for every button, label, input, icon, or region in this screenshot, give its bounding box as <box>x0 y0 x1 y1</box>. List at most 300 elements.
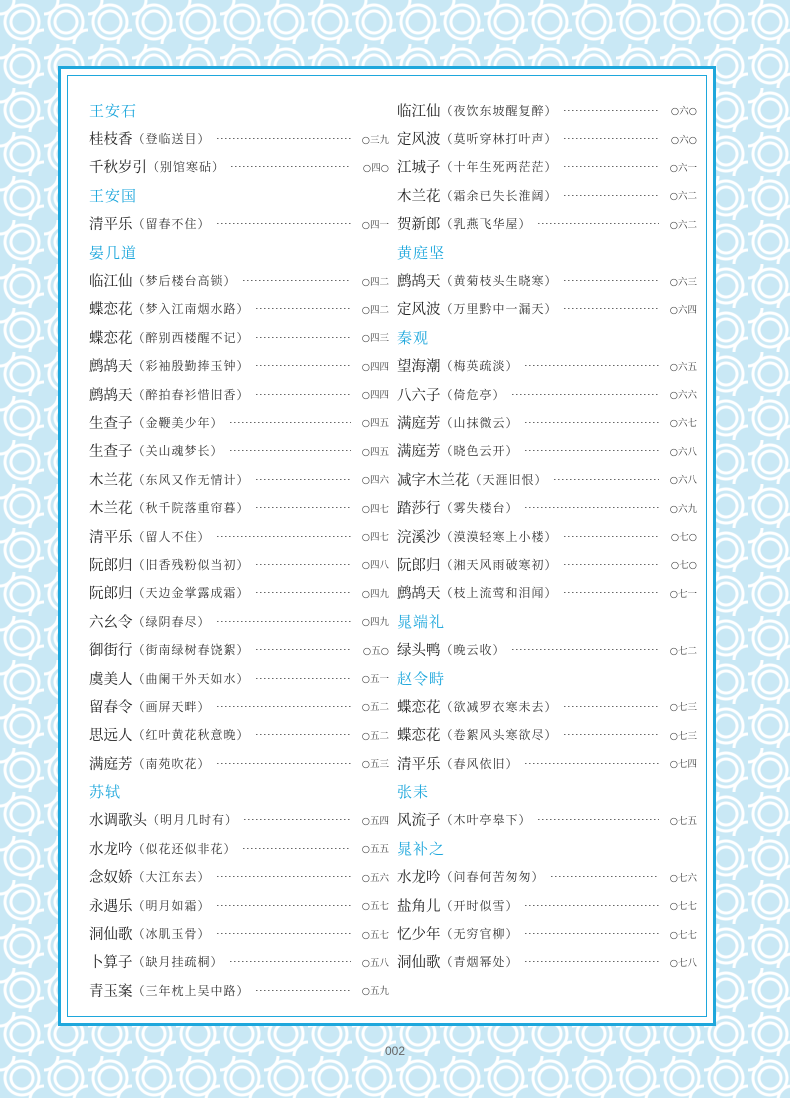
toc-entry[interactable] <box>397 124 697 152</box>
tune-title: 阮郎归 <box>89 557 133 574</box>
first-line: 画屏天畔 <box>145 699 198 714</box>
first-line: 彩袖殷勤捧玉钟 <box>145 359 237 374</box>
entry-page-number: ○七○ <box>670 560 697 572</box>
tune-title: 临江仙 <box>397 103 441 120</box>
entry-page-number: ○七二 <box>669 645 697 657</box>
paren-open: （ <box>132 927 146 942</box>
entry-page-number: ○六一 <box>669 162 697 174</box>
entry-page-number: ○六三 <box>669 276 697 288</box>
tune-title: 踏莎行 <box>397 501 441 518</box>
paren-close: ） <box>197 529 211 544</box>
dot-leader <box>564 592 659 593</box>
first-line: 醉拍春衫惜旧香 <box>145 387 237 402</box>
tune-title: 清平乐 <box>89 529 133 546</box>
paren-open: （ <box>132 728 146 743</box>
toc-entry[interactable] <box>397 295 697 323</box>
toc-entry[interactable] <box>89 266 389 294</box>
dot-leader <box>538 223 659 224</box>
paren-close: ） <box>212 160 226 175</box>
dot-leader <box>551 876 659 877</box>
toc-entry[interactable] <box>397 437 697 465</box>
toc-entry[interactable] <box>89 153 389 181</box>
first-line: 东风又作无情计 <box>145 472 237 487</box>
dot-leader <box>217 536 351 537</box>
first-line: 春风依旧 <box>453 756 506 771</box>
paren-open: （ <box>132 756 146 771</box>
first-line: 万里黔中一漏天 <box>453 302 545 317</box>
paren-close: ） <box>236 501 250 516</box>
paren-open: （ <box>440 359 454 374</box>
dot-leader <box>564 536 659 537</box>
dot-leader <box>525 933 659 934</box>
toc-entry[interactable] <box>89 721 389 749</box>
paren-open: （ <box>440 586 454 601</box>
dot-leader <box>512 394 659 395</box>
paren-close: ） <box>544 586 558 601</box>
paren-open: （ <box>132 274 146 289</box>
paren-open: （ <box>132 387 146 402</box>
entry-page-number: ○七四 <box>669 759 697 771</box>
paren-close: ） <box>225 813 239 828</box>
toc-entry[interactable] <box>397 863 697 891</box>
first-line: 旧香残粉似当初 <box>145 557 237 572</box>
entry-page-number: ○七七 <box>669 901 697 913</box>
paren-close: ） <box>544 274 558 289</box>
tune-title: 忆少年 <box>397 927 441 944</box>
first-line: 欲减罗衣寒未去 <box>453 699 545 714</box>
entry-page-number: ○四九 <box>361 617 389 629</box>
toc-entry[interactable] <box>89 380 389 408</box>
entry-page-number: ○六八 <box>669 475 697 487</box>
entry-page-number: ○六六 <box>669 390 697 402</box>
toc-entry[interactable] <box>89 692 389 720</box>
entry-page-number: ○五二 <box>361 730 389 742</box>
toc-entry[interactable] <box>89 948 389 976</box>
dot-leader <box>243 280 351 281</box>
paren-open: （ <box>440 728 454 743</box>
toc-entry[interactable] <box>89 352 389 380</box>
toc-entry[interactable] <box>397 806 697 834</box>
entry-page-number: ○四二 <box>361 276 389 288</box>
dot-leader <box>525 507 659 508</box>
first-line: 明月几时有 <box>160 813 226 828</box>
paren-close: ） <box>197 132 211 147</box>
first-line: 山抹微云 <box>453 415 506 430</box>
toc-entry[interactable] <box>89 749 389 777</box>
toc-entry[interactable] <box>89 124 389 152</box>
paren-close: ） <box>236 359 250 374</box>
tune-title: 减字木兰花 <box>397 472 470 489</box>
paren-open: （ <box>132 132 146 147</box>
paren-close: ） <box>544 728 558 743</box>
dot-leader <box>564 308 659 309</box>
paren-open: （ <box>132 501 146 516</box>
entry-page-number: ○七七 <box>669 929 697 941</box>
dot-leader <box>538 819 659 820</box>
paren-open: （ <box>440 415 454 430</box>
first-line: 关山魂梦长 <box>145 444 211 459</box>
dot-leader <box>525 763 659 764</box>
paren-open: （ <box>132 955 146 970</box>
paren-close: ） <box>210 415 224 430</box>
first-line: 梦后楼台高锁 <box>145 274 224 289</box>
first-line: 别馆寒砧 <box>160 160 213 175</box>
paren-close: ） <box>236 983 250 998</box>
entry-page-number: ○四八 <box>361 560 389 572</box>
toc-entry[interactable] <box>89 465 389 493</box>
first-line: 十年生死两茫茫 <box>453 160 545 175</box>
tune-title: 水龙吟 <box>89 841 133 858</box>
tune-title: 绿头鸭 <box>397 643 441 660</box>
dot-leader <box>525 365 659 366</box>
toc-entry[interactable] <box>89 550 389 578</box>
tune-title: 蝶恋花 <box>89 330 133 347</box>
paren-open: （ <box>132 643 146 658</box>
dot-leader <box>512 649 659 650</box>
toc-entry[interactable] <box>89 210 389 238</box>
paren-open: （ <box>440 387 454 402</box>
first-line: 南苑吹花 <box>145 756 198 771</box>
author-heading: 黄庭坚 <box>397 243 446 262</box>
toc-entry[interactable] <box>89 806 389 834</box>
dot-leader <box>564 138 659 139</box>
entry-page-number: ○七六 <box>669 872 697 884</box>
toc-entry[interactable] <box>89 408 389 436</box>
paren-open: （ <box>440 501 454 516</box>
paren-close: ） <box>197 614 211 629</box>
paren-close: ） <box>210 444 224 459</box>
first-line: 无穷官柳 <box>453 927 506 942</box>
toc-entry[interactable] <box>397 579 697 607</box>
entry-page-number: ○七三 <box>669 702 697 714</box>
entry-page-number: ○六○ <box>670 134 697 146</box>
entry-page-number: ○四一 <box>361 219 389 231</box>
toc-right-column <box>397 96 697 976</box>
toc-entry[interactable] <box>89 863 389 891</box>
entry-page-number: ○四五 <box>361 418 389 430</box>
entry-page-number: ○四三 <box>361 333 389 345</box>
paren-close: ） <box>492 643 506 658</box>
entry-page-number: ○六七 <box>669 418 697 430</box>
entry-page-number: ○四六 <box>361 475 389 487</box>
entry-page-number: ○四四 <box>361 390 389 402</box>
dot-leader <box>217 933 351 934</box>
toc-entry[interactable] <box>397 692 697 720</box>
dot-leader <box>564 195 659 196</box>
dot-leader <box>256 649 351 650</box>
first-line: 问春何苦匆匆 <box>453 870 532 885</box>
entry-page-number: ○四四 <box>361 361 389 373</box>
tune-title: 木兰花 <box>89 501 133 518</box>
paren-open: （ <box>147 160 161 175</box>
author-heading: 苏轼 <box>89 783 122 802</box>
tune-title: 念奴娇 <box>89 870 133 887</box>
paren-open: （ <box>440 870 454 885</box>
first-line: 枝上流莺和泪闻 <box>453 586 545 601</box>
author-heading: 晁端礼 <box>397 612 446 631</box>
paren-open: （ <box>440 188 454 203</box>
author-heading: 王安国 <box>89 186 138 205</box>
toc-entry[interactable] <box>397 465 697 493</box>
tune-title: 千秋岁引 <box>89 160 147 177</box>
paren-open: （ <box>132 557 146 572</box>
toc-entry[interactable] <box>89 579 389 607</box>
author-heading: 晁补之 <box>397 839 446 858</box>
dot-leader <box>256 365 351 366</box>
toc-entry[interactable] <box>89 522 389 550</box>
tune-title: 风流子 <box>397 813 441 830</box>
first-line: 天边金掌露成霜 <box>145 586 237 601</box>
entry-page-number: ○七八 <box>669 957 697 969</box>
first-line: 晚云收 <box>453 643 493 658</box>
paren-close: ） <box>223 274 237 289</box>
paren-close: ） <box>236 557 250 572</box>
tune-title: 鹧鸪天 <box>397 274 441 291</box>
entry-page-number: ○四七 <box>361 532 389 544</box>
first-line: 倚危亭 <box>453 387 493 402</box>
dot-leader <box>256 678 351 679</box>
first-line: 明月如霜 <box>145 898 198 913</box>
toc-entry[interactable] <box>397 522 697 550</box>
toc-entry[interactable] <box>397 181 697 209</box>
dot-leader <box>217 138 351 139</box>
first-line: 雾失楼台 <box>453 501 506 516</box>
toc-entry[interactable] <box>397 380 697 408</box>
dot-leader <box>231 166 351 167</box>
paren-open: （ <box>132 217 146 232</box>
tune-title: 定风波 <box>397 132 441 149</box>
entry-page-number: ○五三 <box>361 759 389 771</box>
toc-entry[interactable] <box>89 437 389 465</box>
paren-open: （ <box>440 274 454 289</box>
first-line: 晓色云开 <box>453 444 506 459</box>
first-line: 乳燕飞华屋 <box>453 217 519 232</box>
entry-page-number: ○六○ <box>670 106 697 118</box>
paren-close: ） <box>544 188 558 203</box>
paren-open: （ <box>132 444 146 459</box>
toc-entry[interactable] <box>397 550 697 578</box>
toc-entry[interactable] <box>397 891 697 919</box>
first-line: 似花还似非花 <box>145 841 224 856</box>
tune-title: 蝶恋花 <box>89 302 133 319</box>
toc-entry[interactable] <box>397 919 697 947</box>
dot-leader <box>217 905 351 906</box>
paren-open: （ <box>132 614 146 629</box>
dot-leader <box>525 961 659 962</box>
toc-entry[interactable] <box>89 295 389 323</box>
entry-page-number: ○六九 <box>669 503 697 515</box>
paren-close: ） <box>505 501 519 516</box>
tune-title: 思远人 <box>89 728 133 745</box>
first-line: 留人不住 <box>145 529 198 544</box>
toc-entry[interactable] <box>89 976 389 1004</box>
entry-page-number: ○五五 <box>361 844 389 856</box>
tune-title: 青玉案 <box>89 983 133 1000</box>
toc-entry[interactable] <box>89 664 389 692</box>
paren-close: ） <box>544 103 558 118</box>
entry-page-number: ○六二 <box>669 219 697 231</box>
paren-close: ） <box>197 898 211 913</box>
dot-leader <box>564 706 659 707</box>
first-line: 金鞭美少年 <box>145 415 211 430</box>
first-line: 三年枕上吴中路 <box>145 983 237 998</box>
tune-title: 鹧鸪天 <box>89 359 133 376</box>
paren-open: （ <box>440 103 454 118</box>
paren-close: ） <box>210 955 224 970</box>
dot-leader <box>256 592 351 593</box>
paren-close: ） <box>197 699 211 714</box>
first-line: 木叶亭皋下 <box>453 813 519 828</box>
toc-entry[interactable] <box>89 607 389 635</box>
tune-title: 鹧鸪天 <box>397 586 441 603</box>
tune-title: 江城子 <box>397 160 441 177</box>
first-line: 湘天风雨破寒初 <box>453 557 545 572</box>
toc-entry[interactable] <box>397 352 697 380</box>
first-line: 莫听穿林打叶声 <box>453 132 545 147</box>
entry-page-number: ○五一 <box>361 674 389 685</box>
paren-open: （ <box>469 472 483 487</box>
toc-entry[interactable] <box>89 493 389 521</box>
paren-close: ） <box>236 643 250 658</box>
dot-leader <box>525 422 659 423</box>
first-line: 夜饮东坡醒复醉 <box>453 103 545 118</box>
author-heading: 秦观 <box>397 328 430 347</box>
entry-page-number: ○五二 <box>361 702 389 714</box>
paren-close: ） <box>236 472 250 487</box>
paren-open: （ <box>132 841 146 856</box>
entry-page-number: ○五○ <box>362 645 389 657</box>
entry-page-number: ○四○ <box>362 162 389 174</box>
toc-entry[interactable] <box>397 96 697 124</box>
toc-entry[interactable] <box>89 323 389 351</box>
first-line: 留春不住 <box>145 217 198 232</box>
tune-title: 盐角儿 <box>397 898 441 915</box>
dot-leader <box>256 564 351 565</box>
tune-title: 木兰花 <box>397 188 441 205</box>
dot-leader <box>256 990 351 991</box>
paren-close: ） <box>505 955 519 970</box>
entry-page-number: ○六五 <box>669 361 697 373</box>
toc-entry[interactable] <box>397 408 697 436</box>
toc-entry[interactable] <box>397 635 697 663</box>
author-heading: 赵令畤 <box>397 669 446 688</box>
tune-title: 留春令 <box>89 699 133 716</box>
paren-close: ） <box>544 302 558 317</box>
toc-left-column <box>89 96 389 1005</box>
author-heading: 王安石 <box>89 101 138 120</box>
paren-open: （ <box>132 671 146 686</box>
paren-close: ） <box>236 586 250 601</box>
dot-leader <box>564 280 659 281</box>
dot-leader <box>564 564 659 565</box>
entry-page-number: ○六八 <box>669 446 697 458</box>
tune-title: 阮郎归 <box>397 557 441 574</box>
toc-entry[interactable] <box>89 635 389 663</box>
entry-page-number: ○五六 <box>361 872 389 884</box>
tune-title: 御街行 <box>89 643 133 660</box>
toc-entry[interactable] <box>89 919 389 947</box>
tune-title: 生查子 <box>89 444 133 461</box>
tune-title: 满庭芳 <box>397 415 441 432</box>
first-line: 醉别西楼醒不记 <box>145 330 237 345</box>
paren-open: （ <box>132 330 146 345</box>
first-line: 冰肌玉骨 <box>145 927 198 942</box>
paren-open: （ <box>440 557 454 572</box>
first-line: 梅英疏淡 <box>453 359 506 374</box>
paren-open: （ <box>440 444 454 459</box>
toc-entry[interactable] <box>397 266 697 294</box>
toc-entry[interactable] <box>397 749 697 777</box>
first-line: 街南绿树春饶絮 <box>145 643 237 658</box>
dot-leader <box>217 621 351 622</box>
author-heading: 晏几道 <box>89 243 138 262</box>
entry-page-number: ○四二 <box>361 304 389 316</box>
paren-open: （ <box>132 983 146 998</box>
paren-close: ） <box>505 359 519 374</box>
toc-entry[interactable] <box>397 153 697 181</box>
first-line: 梦入江南烟水路 <box>145 302 237 317</box>
paren-open: （ <box>132 302 146 317</box>
toc-entry[interactable] <box>397 493 697 521</box>
entry-page-number: ○四五 <box>361 446 389 458</box>
dot-leader <box>256 734 351 735</box>
paren-close: ） <box>544 529 558 544</box>
toc-entry[interactable] <box>89 834 389 862</box>
paren-close: ） <box>544 132 558 147</box>
paren-close: ） <box>505 444 519 459</box>
entry-page-number: ○三九 <box>361 134 389 146</box>
first-line: 黄菊枝头生晓寒 <box>453 274 545 289</box>
tune-title: 清平乐 <box>89 217 133 234</box>
paren-open: （ <box>132 586 146 601</box>
paren-open: （ <box>440 643 454 658</box>
tune-title: 鹧鸪天 <box>89 387 133 404</box>
paren-open: （ <box>132 359 146 374</box>
tune-title: 桂枝香 <box>89 132 133 149</box>
entry-page-number: ○六四 <box>669 304 697 316</box>
first-line: 漠漠轻寒上小楼 <box>453 529 545 544</box>
paren-open: （ <box>132 699 146 714</box>
paren-close: ） <box>197 927 211 942</box>
toc-entry[interactable] <box>397 210 697 238</box>
entry-page-number: ○五七 <box>361 901 389 913</box>
paren-open: （ <box>440 302 454 317</box>
entry-page-number: ○五八 <box>361 957 389 969</box>
tune-title: 清平乐 <box>397 756 441 773</box>
entry-page-number: ○七三 <box>669 730 697 742</box>
first-line: 青烟幂处 <box>453 955 506 970</box>
toc-entry[interactable] <box>89 891 389 919</box>
toc-entry[interactable] <box>397 948 697 976</box>
tune-title: 蝶恋花 <box>397 728 441 745</box>
first-line: 天涯旧恨 <box>482 472 535 487</box>
entry-page-number: ○七一 <box>669 588 697 600</box>
tune-title: 卜算子 <box>89 955 133 972</box>
paren-open: （ <box>147 813 161 828</box>
paren-close: ） <box>505 756 519 771</box>
entry-page-number: ○六二 <box>669 191 697 203</box>
paren-close: ） <box>505 898 519 913</box>
dot-leader <box>243 848 351 849</box>
tune-title: 生查子 <box>89 415 133 432</box>
toc-entry[interactable] <box>397 721 697 749</box>
paren-close: ） <box>236 728 250 743</box>
paren-open: （ <box>440 217 454 232</box>
paren-close: ） <box>236 330 250 345</box>
dot-leader <box>244 819 351 820</box>
paren-open: （ <box>440 813 454 828</box>
paren-open: （ <box>440 132 454 147</box>
